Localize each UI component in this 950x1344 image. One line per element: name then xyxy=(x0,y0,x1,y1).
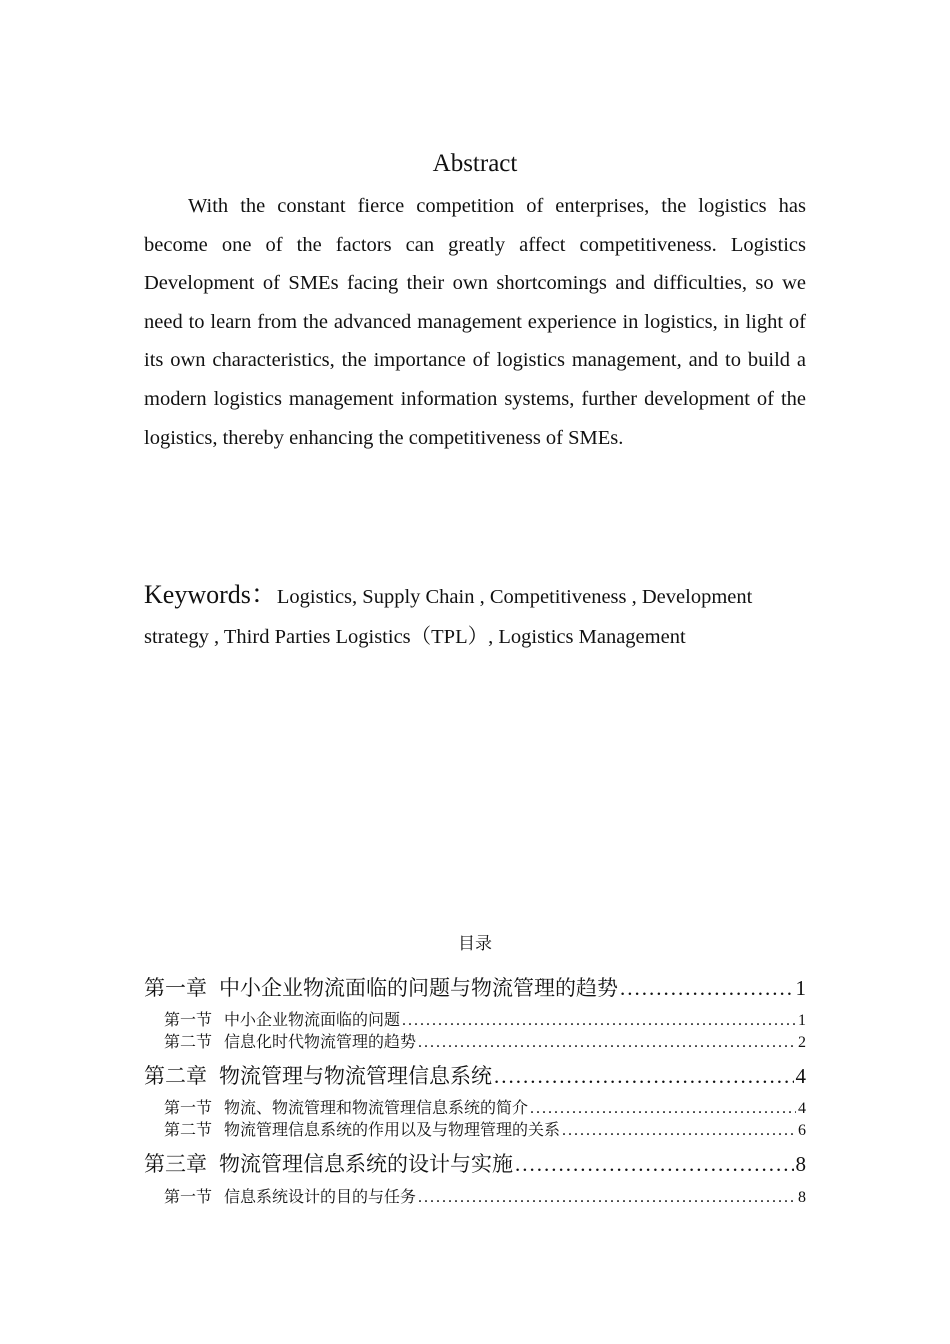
toc-leader-dots xyxy=(418,1032,796,1054)
toc-chapter-2[interactable] xyxy=(144,1062,806,1090)
toc-entry-title: 信息化时代物流管理的趋势 xyxy=(224,1034,417,1051)
toc-title: 目录 xyxy=(458,934,492,953)
toc-entry-title: 物流管理与物流管理信息系统 xyxy=(219,1064,492,1088)
toc-entry-title: 物流、物流管理和物流管理信息系统的简介 xyxy=(224,1100,529,1117)
toc-entry-page: 8 xyxy=(795,1152,806,1176)
toc-entry-page: 1 xyxy=(795,976,806,1000)
toc-entry-page: 4 xyxy=(798,1100,806,1117)
toc-entry-number: 第三章 xyxy=(144,1152,207,1176)
toc-entry-number: 第一节 xyxy=(164,1012,213,1029)
abstract-body: With the constant fierce competition of enterprises, the logistics has become one of the factors can greatly affect competitiveness. Logistics Development of SMEs facing their own shortcomings and difficulties, so we need to learn from the advanced management experience in logistics, in light of its own characteristics, the importance of logistics management, and to build a modern logistics management information systems, further development of the logistics, thereby enhancing the competitiveness of SMEs. xyxy=(144,195,806,449)
toc-leader-dots xyxy=(515,1150,794,1178)
toc-entry-page: 8 xyxy=(798,1189,806,1206)
toc-chapter-1[interactable] xyxy=(144,974,806,1002)
toc-entry-number: 第一节 xyxy=(164,1189,213,1206)
toc-entry-title: 物流管理信息系统的作用以及与物理管理的关系 xyxy=(224,1122,561,1139)
toc-section-2-1[interactable] xyxy=(164,1098,806,1120)
toc-entry-title: 信息系统设计的目的与任务 xyxy=(224,1189,417,1206)
toc-section-2-2[interactable] xyxy=(164,1120,806,1142)
toc-entry-number: 第二节 xyxy=(164,1122,213,1139)
abstract-title: Abstract xyxy=(432,150,518,177)
toc-leader-dots xyxy=(494,1062,794,1090)
toc-entry-number: 第一节 xyxy=(164,1100,213,1117)
toc-entry-title: 中小企业物流面临的问题 xyxy=(224,1012,401,1029)
toc-entry-page: 4 xyxy=(795,1064,806,1088)
toc-section-3-1[interactable] xyxy=(164,1187,806,1209)
toc-entry-number: 第一章 xyxy=(144,976,207,1000)
keywords xyxy=(144,575,784,657)
toc-entry-page: 1 xyxy=(798,1012,806,1029)
toc-entry-number: 第二节 xyxy=(164,1034,213,1051)
keywords-text: Logistics, Supply Chain , Competitiveness , Development strategy , Third Parties Logistics（TPL）, Logistics Management xyxy=(144,586,753,648)
keywords-label: Keywords： xyxy=(144,580,277,609)
toc-leader-dots xyxy=(402,1010,796,1032)
toc-section-1-2[interactable] xyxy=(164,1032,806,1054)
toc-chapter-3[interactable] xyxy=(144,1150,806,1178)
toc-leader-dots xyxy=(530,1098,796,1120)
toc-section-1-1[interactable] xyxy=(164,1010,806,1032)
toc-leader-dots xyxy=(418,1187,796,1209)
toc-entry-page: 2 xyxy=(798,1034,806,1051)
toc-entry-page: 6 xyxy=(798,1122,806,1139)
toc-leader-dots xyxy=(620,974,794,1002)
toc-entry-title: 物流管理信息系统的设计与实施 xyxy=(219,1152,513,1176)
toc-entry-number: 第二章 xyxy=(144,1064,207,1088)
toc-entry-title: 中小企业物流面临的问题与物流管理的趋势 xyxy=(219,976,618,1000)
toc-leader-dots xyxy=(562,1120,796,1142)
